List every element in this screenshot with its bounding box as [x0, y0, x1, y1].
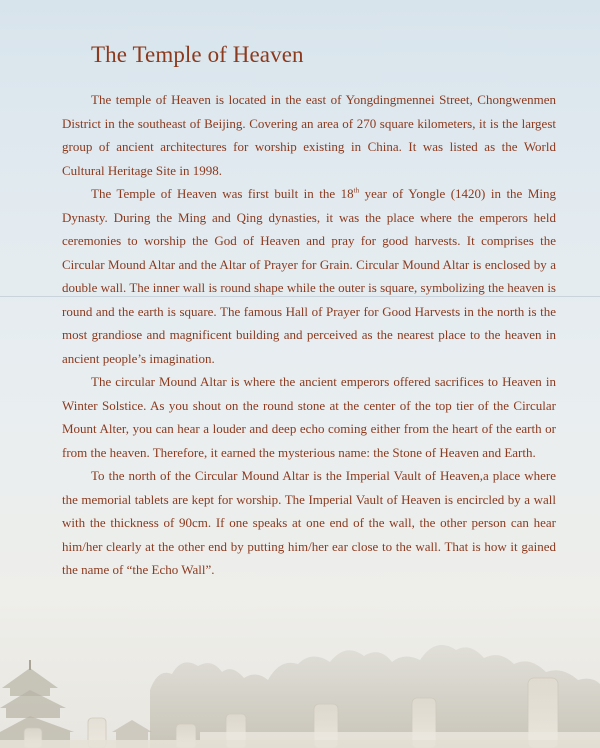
history-text-rest: year of Yongle (1420) in the Ming Dynasty. During the Ming and Qing dynasties, it was the place where the emperors held ceremonies to worship the God of Heaven and pray for good harvests. It comprises the Circular Mound Altar and the Altar of Prayer for Grain. Circular Mound Altar is enclosed by a double wall. The inner wall is round shape while the outer is square, symbolizing the heaven is round and the earth is square. The famous Hall of Prayer for Good Harvests in the north is the most grandiose and magnificent building and perceived as the nearest place to the heaven in ancient people’s imagination. — [62, 186, 556, 366]
article-body — [62, 88, 556, 582]
paragraph-location: The temple of Heaven is located in the east of Yongdingmennei Street, Chongwenmen District in the southeast of Beijing. Covering an area of 270 square kilometers, it is the largest group of ancient architectures for worship existing in China. It was listed as the World Cultural Heritage Site in 1998. — [62, 92, 556, 178]
ordinal-suffix: th — [353, 186, 360, 195]
paragraph-echo-wall: To the north of the Circular Mound Altar is the Imperial Vault of Heaven,a place where the memorial tablets are kept for worship. The Imperial Vault of Heaven is encircled by a wall with the thickness of 90cm. If one speaks at one end of the wall, the other person can hear him/her clearly at the other end by putting him/her ear close to the wall. That is how it gained the name of “the Echo Wall”. — [62, 468, 556, 577]
paragraph-history — [62, 182, 556, 370]
temple-scenery-image — [0, 628, 600, 748]
history-text-start: The Temple of Heaven was first built in the 18 — [91, 186, 354, 201]
stone-railing — [0, 740, 600, 748]
page-title: The Temple of Heaven — [91, 42, 304, 67]
paragraph-mound-altar: The circular Mound Altar is where the ancient emperors offered sacrifices to Heaven in Winter Solstice. As you shout on the round stone at the center of the top tier of the Circular Mount Alter, you can hear a louder and deep echo coming either from the heart of the earth or from the heaven. Therefore, it earned the mysterious name: the Stone of Heaven and Earth. — [62, 374, 556, 460]
